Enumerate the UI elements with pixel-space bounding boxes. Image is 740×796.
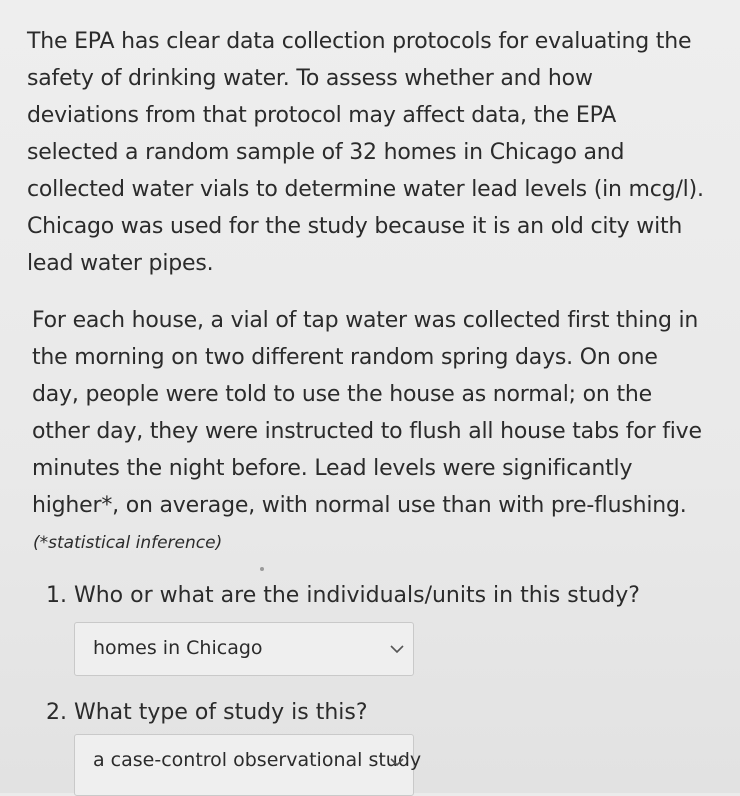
passage-line: higher*, on average, with normal use than with pre-flushing. (32, 493, 687, 518)
passage-line: minutes the night before. Lead levels were significantly (32, 456, 633, 481)
passage-line: The EPA has clear data collection protocols for evaluating the (27, 29, 692, 54)
question-1-answer-select[interactable] (74, 622, 414, 676)
passage-line: selected a random sample of 32 homes in Chicago and (27, 140, 625, 165)
passage-line: collected water vials to determine water lead levels (in mcg/l). (27, 177, 704, 202)
cursor-dot (260, 567, 264, 571)
passage-line: deviations from that protocol may affect data, the EPA (27, 103, 617, 128)
statistical-inference-note: (*statistical inference) (33, 533, 223, 553)
passage-line: other day, they were instructed to flush all house tabs for five (32, 419, 702, 444)
passage-line: the morning on two different random spring days. On one (32, 345, 658, 370)
passage-paragraph-2 (32, 302, 722, 524)
chevron-down-icon (387, 752, 407, 772)
question-2-answer-select[interactable] (74, 734, 422, 796)
question-2-selected-value: a case-control observational study (93, 749, 422, 771)
question-1-selected-value: homes in Chicago (93, 637, 263, 659)
passage-line: day, people were told to use the house as normal; on the (32, 382, 652, 407)
passage-line: For each house, a vial of tap water was collected first thing in (32, 308, 699, 333)
question-1-label: 1. Who or what are the individuals/units in this study? (46, 583, 640, 608)
passage-paragraph-1 (27, 23, 717, 282)
question-2-label: 2. What type of study is this? (46, 700, 368, 725)
passage-line: Chicago was used for the study because it is an old city with (27, 214, 683, 239)
passage-line: safety of drinking water. To assess whether and how (27, 66, 593, 91)
passage-line: lead water pipes. (27, 251, 214, 276)
chevron-down-icon (387, 639, 407, 659)
